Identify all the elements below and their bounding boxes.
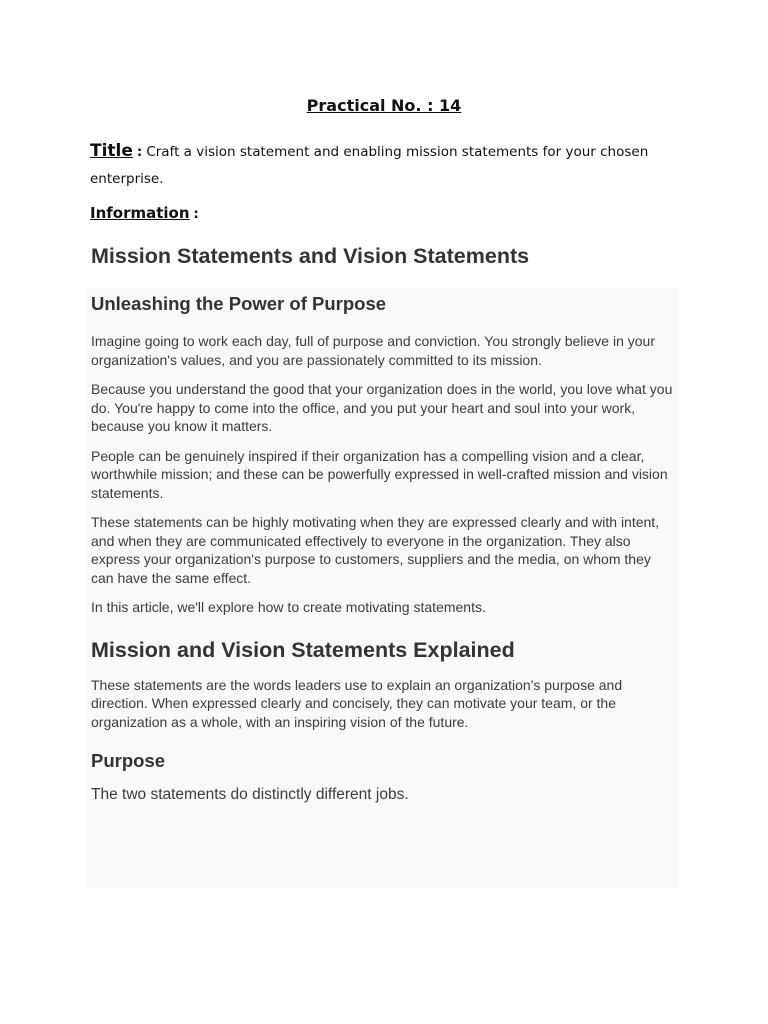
purpose-heading: Purpose (91, 750, 166, 771)
article-paragraph: In this article, we'll explore how to create motivating statements. (91, 599, 486, 615)
article-paragraph: Because you understand the good that your organization does in the world, you love what you do. You're happy to come into the office, and you put your heart and soul into your work, because you know it matters. (91, 381, 673, 434)
article-main-heading: Mission Statements and Vision Statements (91, 244, 530, 268)
practical-heading (0, 96, 768, 115)
article-content (87, 238, 679, 804)
section-paragraph: These statements are the words leaders use to explain an organization's purpose and direction. When expressed clearly and concisely, they can motivate your team, or the organization as a whole, with an inspiring vision of the future. (91, 676, 623, 730)
title-label: Title (90, 141, 133, 161)
purpose-paragraph: The two statements do distinctly different jobs. (91, 786, 409, 803)
article-sub-heading: Unleashing the Power of Purpose (91, 293, 387, 314)
article-paragraph: Imagine going to work each day, full of purpose and conviction. You strongly believe in your organization's values, and you are passionately committed to its mission. (91, 333, 655, 368)
article-paragraph: These statements can be highly motivating when they are expressed clearly and with intent, and when they are communicated effectively to everyone in the organization. They also express your organization's purpose to customers, suppliers and the media, on whom they can have the same effect. (91, 514, 660, 586)
section-heading: Mission and Vision Statements Explained (91, 637, 515, 662)
title-line (90, 138, 680, 193)
information-label: Information (90, 204, 190, 222)
title-colon: : (136, 144, 143, 160)
information-colon: : (193, 207, 199, 222)
information-line (90, 204, 199, 222)
article-paragraph: People can be genuinely inspired if their organization has a compelling vision and a clear, worthwhile mission; and these can be powerfully expressed in well-crafted mission and vision statements. (91, 447, 668, 501)
title-text: Craft a vision statement and enabling mission statements for your chosen enterprise. (90, 144, 649, 187)
practical-number: Practical No. : 14 (306, 96, 462, 115)
